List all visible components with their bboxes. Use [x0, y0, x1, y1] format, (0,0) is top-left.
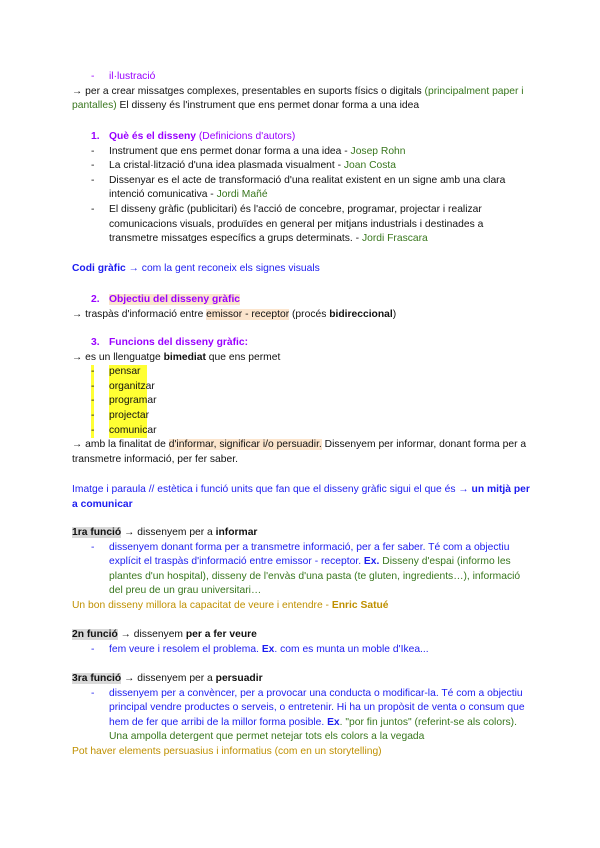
section-2 [72, 293, 532, 322]
codi-grafic-line: Codi gràfic → com la gent reconeix els signes visuals [72, 263, 320, 274]
list-item: - La cristal·lització d'una idea plasmada visualment - Joan Costa [91, 160, 396, 172]
function-label: 2n funció [72, 629, 118, 640]
section-1 [72, 130, 532, 247]
highlight: d'informar, significar i/o persuadir. [168, 439, 322, 451]
function-3-note: Pot haver elements persuasius i informatius (com en un storytelling) [72, 745, 382, 757]
author-name: Josep Rohn [350, 145, 406, 157]
section-title: Què és el disseny [109, 131, 196, 142]
imatge-paraula: Imatge i paraula // estètica i funció units que fan que el disseny gràfic sigui el que és → un mitjà per a comunicar [72, 484, 530, 510]
section-2-heading: 2. Objectiu del disseny gràfic [91, 294, 241, 305]
function-2 [72, 628, 532, 657]
section-1-heading: 1. Què és el disseny (Definicions d'autors) [91, 131, 296, 142]
function-label: 3ra funció [72, 673, 122, 684]
green-note: (principalment paper i pantalles) [72, 85, 524, 112]
section-title: Objectiu del disseny gràfic [109, 294, 241, 305]
section-3-heading: 3. Funcions del disseny gràfic: [91, 337, 249, 348]
function-1-note: Un bon disseny millora la capacitat de veure i entendre - Enric Satué [72, 599, 389, 611]
list-item: - dissenyem per a convèncer, per a provocar una conducta o modificar-la. Té com a objectiu principal vendre productes o serveis, o entretenir. Hi ha un propòsit de venta o consum que hem de fer que arribi de la millor forma posible. Ex. "por fin juntos" (referint-se als colors). Una ampolla detergent que permet netejar tots els colors a la vegada [91, 687, 525, 743]
arrow-glyph: → [72, 85, 83, 97]
section-title: Funcions del disseny gràfic: [109, 337, 249, 348]
section-3 [72, 336, 532, 467]
list-item: - fem veure i resolem el problema. Ex. com es munta un moble d'Ikea... [91, 643, 429, 655]
list-item: - Dissenyar es el acte de transformació d'una realitat existent en un signe amb una clara intenció comunicativa - Jordi Mañé [91, 174, 506, 201]
list-item: - El disseny gràfic (publicitari) és l'acció de concebre, programar, projectar i realizar comunicacions visuals, produïdes en general per mitjans industrials i destinades a transmetre missatges específics a grups determinats. - Jordi Frascara [91, 203, 484, 245]
verb-item: - organitzar [72, 380, 532, 395]
section-2-line: → traspàs d'informació entre emissor - receptor (procés bidireccional) [72, 308, 397, 320]
author-name: Jordi Frascara [361, 233, 428, 245]
highlight: emissor - receptor [206, 308, 290, 320]
list-item: - Instrument que ens permet donar forma a una idea - Josep Rohn [91, 145, 406, 157]
verb-item: - pensar [72, 365, 532, 380]
function-1 [72, 526, 532, 614]
function-3 [72, 672, 532, 760]
section-3-line: → es un llenguatge bimediat que ens permet [72, 351, 281, 363]
author-name: Joan Costa [343, 160, 396, 172]
list-dash: - [91, 71, 95, 82]
verb-item: - projectar [72, 409, 532, 424]
function-label: 1ra funció [72, 527, 122, 538]
list-item: - dissenyem donant forma per a transmetre informació, per a fer saber. Té com a objectiu explícit el traspàs d'informació entre emissor - receptor. Ex. Disseny d'espai (informo les plantes d'un hospital), disseny de l'envàs d'una pasta (te gluten, ingredients…), informació del preu de un grau universitari… [91, 541, 521, 597]
author-name: Jordi Mañé [216, 189, 268, 201]
function-2-heading: 2n funció → dissenyem per a fer veure [72, 629, 257, 640]
intro-paragraph: → per a crear missatges complexes, presentables en suports físics o digitals (principalment paper i pantalles) El disseny és l'instrument que ens permet donar forma a una idea [72, 85, 524, 112]
section-3-after: → amb la finalitat de d'informar, significar i/o persuadir. Dissenyem per informar, donant forma per a transmetre informació, per fer saber. [72, 439, 527, 465]
item-text: il·lustració [109, 71, 156, 82]
list-item-ilustracio [72, 70, 532, 85]
function-3-heading: 3ra funció → dissenyem per a persuadir [72, 673, 263, 684]
intro-block [72, 70, 532, 114]
function-1-heading: 1ra funció → dissenyem per a informar [72, 527, 258, 538]
verb-item: - comunicar [72, 424, 532, 439]
verb-item: - programar [72, 394, 532, 409]
